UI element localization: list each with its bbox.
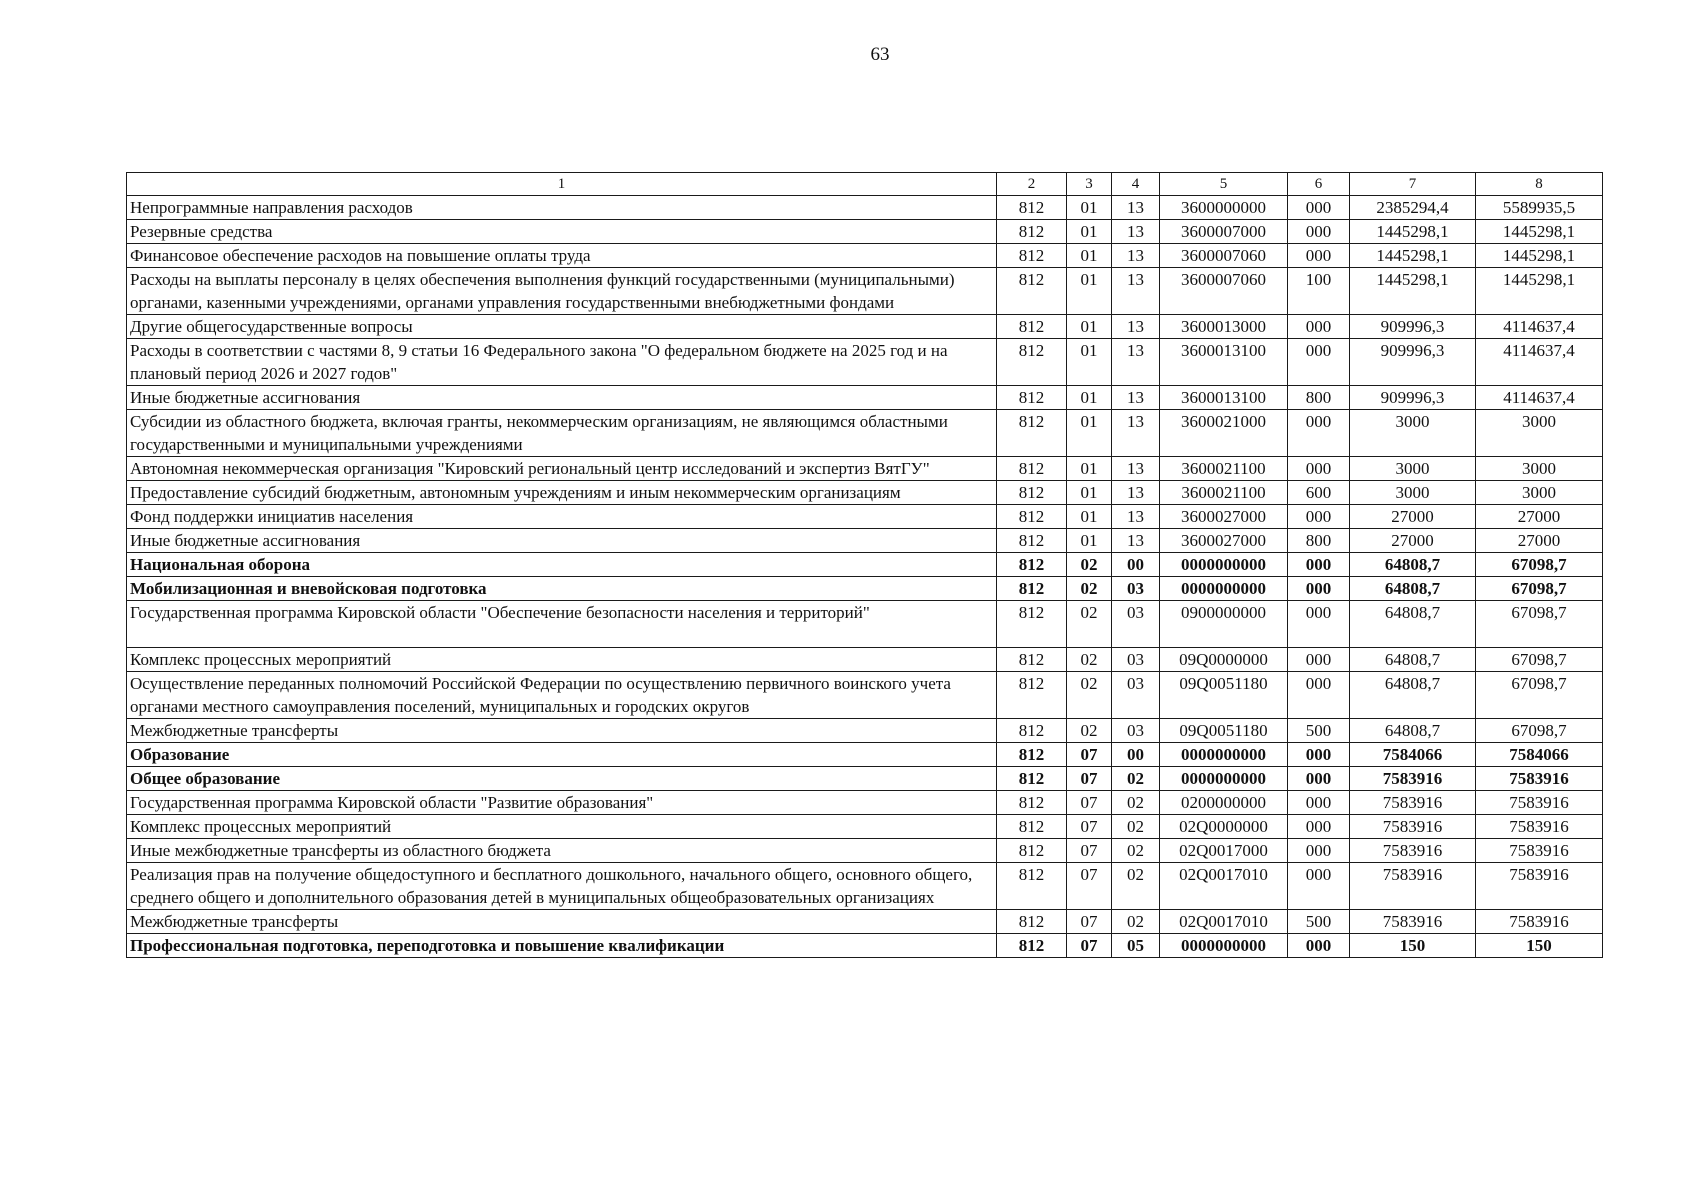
code-column-5: 02Q0000000	[1160, 815, 1288, 839]
code-column-4: 13	[1112, 481, 1160, 505]
header-cell: 5	[1160, 173, 1288, 196]
code-column-5: 0200000000	[1160, 791, 1288, 815]
amount-column-7: 3000	[1350, 410, 1476, 457]
code-column-3: 01	[1067, 481, 1112, 505]
code-column-2: 812	[997, 410, 1067, 457]
amount-column-8: 3000	[1476, 410, 1603, 457]
code-column-6: 000	[1288, 672, 1350, 719]
code-column-4: 13	[1112, 315, 1160, 339]
code-column-6: 000	[1288, 577, 1350, 601]
amount-column-8: 7583916	[1476, 791, 1603, 815]
table-row	[127, 601, 1603, 648]
amount-column-7: 909996,3	[1350, 386, 1476, 410]
code-column-6: 000	[1288, 505, 1350, 529]
row-name-cell: Субсидии из областного бюджета, включая гранты, некоммерческим организациям, не являющимся областными государственными и муниципальными учреждениями	[127, 410, 997, 457]
code-column-4: 13	[1112, 196, 1160, 220]
code-column-6: 600	[1288, 481, 1350, 505]
table-row	[127, 934, 1603, 958]
row-name-cell: Национальная оборона	[127, 553, 997, 577]
code-column-3: 01	[1067, 410, 1112, 457]
code-column-6: 800	[1288, 529, 1350, 553]
code-column-5: 3600007060	[1160, 268, 1288, 315]
amount-column-8: 7584066	[1476, 743, 1603, 767]
table-row	[127, 648, 1603, 672]
code-column-2: 812	[997, 934, 1067, 958]
code-column-5: 3600013100	[1160, 339, 1288, 386]
header-row	[127, 173, 1603, 196]
header-cell: 7	[1350, 173, 1476, 196]
code-column-2: 812	[997, 386, 1067, 410]
code-column-2: 812	[997, 863, 1067, 910]
table-row	[127, 481, 1603, 505]
code-column-3: 02	[1067, 577, 1112, 601]
amount-column-8: 1445298,1	[1476, 244, 1603, 268]
row-name-cell: Предоставление субсидий бюджетным, автономным учреждениям и иным некоммерческим организациям	[127, 481, 997, 505]
amount-column-8: 67098,7	[1476, 577, 1603, 601]
code-column-6: 000	[1288, 815, 1350, 839]
code-column-6: 000	[1288, 220, 1350, 244]
code-column-6: 000	[1288, 244, 1350, 268]
row-name-cell: Осуществление переданных полномочий Российской Федерации по осуществлению первичного воинского учета органами местного самоуправления поселений, муниципальных и городских округов	[127, 672, 997, 719]
code-column-4: 13	[1112, 268, 1160, 315]
amount-column-7: 909996,3	[1350, 339, 1476, 386]
amount-column-7: 2385294,4	[1350, 196, 1476, 220]
code-column-5: 3600027000	[1160, 529, 1288, 553]
code-column-5: 3600007000	[1160, 220, 1288, 244]
code-column-5: 0000000000	[1160, 934, 1288, 958]
amount-column-8: 1445298,1	[1476, 220, 1603, 244]
amount-column-8: 4114637,4	[1476, 386, 1603, 410]
amount-column-7: 64808,7	[1350, 553, 1476, 577]
table-row	[127, 815, 1603, 839]
table-row	[127, 767, 1603, 791]
code-column-2: 812	[997, 553, 1067, 577]
amount-column-7: 1445298,1	[1350, 244, 1476, 268]
code-column-4: 03	[1112, 648, 1160, 672]
code-column-4: 13	[1112, 529, 1160, 553]
code-column-5: 3600013100	[1160, 386, 1288, 410]
code-column-3: 02	[1067, 672, 1112, 719]
amount-column-7: 1445298,1	[1350, 268, 1476, 315]
amount-column-7: 27000	[1350, 529, 1476, 553]
code-column-2: 812	[997, 910, 1067, 934]
row-name-cell: Непрограммные направления расходов	[127, 196, 997, 220]
code-column-2: 812	[997, 339, 1067, 386]
code-column-3: 02	[1067, 601, 1112, 648]
row-name-cell: Иные бюджетные ассигнования	[127, 529, 997, 553]
code-column-3: 07	[1067, 910, 1112, 934]
code-column-6: 000	[1288, 339, 1350, 386]
code-column-3: 07	[1067, 743, 1112, 767]
amount-column-7: 64808,7	[1350, 601, 1476, 648]
row-name-cell: Автономная некоммерческая организация "Кировский региональный центр исследований и экспертиз ВятГУ"	[127, 457, 997, 481]
budget-table-container	[126, 172, 1602, 958]
row-name-cell: Расходы в соответствии с частями 8, 9 статьи 16 Федерального закона "О федеральном бюджете на 2025 год и на плановый период 2026 и 2027 годов"	[127, 339, 997, 386]
code-column-6: 000	[1288, 767, 1350, 791]
header-cell: 6	[1288, 173, 1350, 196]
amount-column-8: 27000	[1476, 529, 1603, 553]
code-column-3: 07	[1067, 767, 1112, 791]
row-name-cell: Профессиональная подготовка, переподготовка и повышение квалификации	[127, 934, 997, 958]
row-name-cell: Резервные средства	[127, 220, 997, 244]
table-body	[127, 196, 1603, 958]
code-column-5: 02Q0017010	[1160, 910, 1288, 934]
amount-column-8: 7583916	[1476, 863, 1603, 910]
amount-column-7: 909996,3	[1350, 315, 1476, 339]
amount-column-8: 7583916	[1476, 910, 1603, 934]
amount-column-8: 3000	[1476, 481, 1603, 505]
code-column-3: 07	[1067, 839, 1112, 863]
code-column-2: 812	[997, 268, 1067, 315]
amount-column-8: 4114637,4	[1476, 315, 1603, 339]
amount-column-7: 1445298,1	[1350, 220, 1476, 244]
header-cell: 3	[1067, 173, 1112, 196]
code-column-2: 812	[997, 815, 1067, 839]
code-column-5: 09Q0051180	[1160, 672, 1288, 719]
table-header	[127, 173, 1603, 196]
table-row	[127, 910, 1603, 934]
row-name-cell: Государственная программа Кировской области "Обеспечение безопасности населения и территорий"	[127, 601, 997, 648]
code-column-2: 812	[997, 743, 1067, 767]
row-name-cell: Комплекс процессных мероприятий	[127, 648, 997, 672]
table-row	[127, 386, 1603, 410]
code-column-3: 02	[1067, 648, 1112, 672]
page-number: 63	[870, 44, 890, 65]
row-name-cell: Иные бюджетные ассигнования	[127, 386, 997, 410]
code-column-2: 812	[997, 577, 1067, 601]
table-row	[127, 196, 1603, 220]
row-name-cell: Образование	[127, 743, 997, 767]
code-column-5: 0000000000	[1160, 743, 1288, 767]
row-name-cell: Межбюджетные трансферты	[127, 910, 997, 934]
amount-column-8: 67098,7	[1476, 648, 1603, 672]
table-row	[127, 577, 1603, 601]
amount-column-7: 7583916	[1350, 863, 1476, 910]
amount-column-8: 5589935,5	[1476, 196, 1603, 220]
code-column-6: 000	[1288, 791, 1350, 815]
amount-column-7: 27000	[1350, 505, 1476, 529]
table-row	[127, 268, 1603, 315]
code-column-3: 01	[1067, 220, 1112, 244]
code-column-2: 812	[997, 791, 1067, 815]
code-column-4: 00	[1112, 743, 1160, 767]
table-row	[127, 863, 1603, 910]
code-column-5: 02Q0017010	[1160, 863, 1288, 910]
table-row	[127, 791, 1603, 815]
code-column-6: 000	[1288, 410, 1350, 457]
row-name-cell: Мобилизационная и вневойсковая подготовка	[127, 577, 997, 601]
code-column-2: 812	[997, 244, 1067, 268]
code-column-3: 01	[1067, 268, 1112, 315]
code-column-5: 3600027000	[1160, 505, 1288, 529]
code-column-3: 07	[1067, 863, 1112, 910]
amount-column-7: 150	[1350, 934, 1476, 958]
code-column-5: 3600021100	[1160, 481, 1288, 505]
code-column-6: 000	[1288, 839, 1350, 863]
amount-column-7: 3000	[1350, 481, 1476, 505]
code-column-5: 09Q0000000	[1160, 648, 1288, 672]
code-column-2: 812	[997, 648, 1067, 672]
code-column-2: 812	[997, 839, 1067, 863]
code-column-6: 000	[1288, 601, 1350, 648]
code-column-6: 000	[1288, 863, 1350, 910]
code-column-6: 800	[1288, 386, 1350, 410]
code-column-6: 000	[1288, 457, 1350, 481]
amount-column-8: 7583916	[1476, 839, 1603, 863]
amount-column-7: 7584066	[1350, 743, 1476, 767]
amount-column-8: 3000	[1476, 457, 1603, 481]
code-column-3: 07	[1067, 815, 1112, 839]
amount-column-8: 67098,7	[1476, 553, 1603, 577]
table-row	[127, 244, 1603, 268]
code-column-3: 01	[1067, 196, 1112, 220]
code-column-3: 01	[1067, 505, 1112, 529]
code-column-5: 3600021000	[1160, 410, 1288, 457]
budget-table	[126, 172, 1603, 958]
amount-column-7: 7583916	[1350, 839, 1476, 863]
code-column-6: 000	[1288, 196, 1350, 220]
amount-column-8: 150	[1476, 934, 1603, 958]
amount-column-8: 7583916	[1476, 767, 1603, 791]
amount-column-8: 67098,7	[1476, 601, 1603, 648]
code-column-5: 02Q0017000	[1160, 839, 1288, 863]
code-column-4: 13	[1112, 220, 1160, 244]
table-row	[127, 839, 1603, 863]
code-column-6: 000	[1288, 743, 1350, 767]
code-column-4: 05	[1112, 934, 1160, 958]
code-column-5: 0000000000	[1160, 577, 1288, 601]
code-column-4: 03	[1112, 577, 1160, 601]
code-column-5: 0000000000	[1160, 767, 1288, 791]
code-column-2: 812	[997, 505, 1067, 529]
code-column-4: 02	[1112, 839, 1160, 863]
table-row	[127, 553, 1603, 577]
row-name-cell: Государственная программа Кировской области "Развитие образования"	[127, 791, 997, 815]
code-column-3: 07	[1067, 791, 1112, 815]
code-column-5: 0000000000	[1160, 553, 1288, 577]
code-column-3: 02	[1067, 719, 1112, 743]
row-name-cell: Фонд поддержки инициатив населения	[127, 505, 997, 529]
code-column-5: 3600021100	[1160, 457, 1288, 481]
amount-column-7: 64808,7	[1350, 719, 1476, 743]
code-column-2: 812	[997, 196, 1067, 220]
table-row	[127, 719, 1603, 743]
code-column-4: 02	[1112, 910, 1160, 934]
code-column-2: 812	[997, 719, 1067, 743]
code-column-6: 500	[1288, 719, 1350, 743]
table-row	[127, 339, 1603, 386]
row-name-cell: Финансовое обеспечение расходов на повышение оплаты труда	[127, 244, 997, 268]
code-column-2: 812	[997, 220, 1067, 244]
code-column-3: 01	[1067, 315, 1112, 339]
code-column-5: 09Q0051180	[1160, 719, 1288, 743]
code-column-3: 01	[1067, 244, 1112, 268]
row-name-cell: Другие общегосударственные вопросы	[127, 315, 997, 339]
table-row	[127, 457, 1603, 481]
code-column-3: 01	[1067, 529, 1112, 553]
code-column-3: 01	[1067, 386, 1112, 410]
code-column-2: 812	[997, 767, 1067, 791]
code-column-4: 13	[1112, 339, 1160, 386]
code-column-6: 500	[1288, 910, 1350, 934]
code-column-3: 01	[1067, 457, 1112, 481]
table-row	[127, 505, 1603, 529]
code-column-4: 03	[1112, 672, 1160, 719]
row-name-cell: Реализация прав на получение общедоступного и бесплатного дошкольного, начального общего, основного общего, среднего общего и дополнительного образования детей в муниципальных общеобразовательных организациях	[127, 863, 997, 910]
amount-column-7: 64808,7	[1350, 577, 1476, 601]
code-column-3: 07	[1067, 934, 1112, 958]
amount-column-7: 64808,7	[1350, 672, 1476, 719]
header-cell: 2	[997, 173, 1067, 196]
code-column-2: 812	[997, 315, 1067, 339]
code-column-3: 02	[1067, 553, 1112, 577]
header-cell: 8	[1476, 173, 1603, 196]
amount-column-7: 7583916	[1350, 815, 1476, 839]
code-column-2: 812	[997, 529, 1067, 553]
code-column-2: 812	[997, 481, 1067, 505]
row-name-cell: Расходы на выплаты персоналу в целях обеспечения выполнения функций государственными (муниципальными) органами, казенными учреждениями, органами управления государственными внебюджетными фондами	[127, 268, 997, 315]
code-column-4: 02	[1112, 815, 1160, 839]
code-column-4: 02	[1112, 863, 1160, 910]
row-name-cell: Иные межбюджетные трансферты из областного бюджета	[127, 839, 997, 863]
code-column-4: 02	[1112, 767, 1160, 791]
amount-column-8: 27000	[1476, 505, 1603, 529]
code-column-5: 3600000000	[1160, 196, 1288, 220]
amount-column-7: 64808,7	[1350, 648, 1476, 672]
code-column-4: 13	[1112, 244, 1160, 268]
code-column-4: 00	[1112, 553, 1160, 577]
code-column-6: 000	[1288, 553, 1350, 577]
row-name-cell: Комплекс процессных мероприятий	[127, 815, 997, 839]
code-column-4: 13	[1112, 457, 1160, 481]
amount-column-8: 1445298,1	[1476, 268, 1603, 315]
amount-column-7: 7583916	[1350, 910, 1476, 934]
code-column-2: 812	[997, 601, 1067, 648]
header-cell: 4	[1112, 173, 1160, 196]
table-row	[127, 315, 1603, 339]
code-column-2: 812	[997, 457, 1067, 481]
code-column-4: 03	[1112, 719, 1160, 743]
code-column-5: 3600007060	[1160, 244, 1288, 268]
amount-column-7: 7583916	[1350, 791, 1476, 815]
code-column-3: 01	[1067, 339, 1112, 386]
table-row	[127, 410, 1603, 457]
code-column-6: 000	[1288, 315, 1350, 339]
amount-column-7: 3000	[1350, 457, 1476, 481]
code-column-6: 000	[1288, 648, 1350, 672]
code-column-4: 13	[1112, 410, 1160, 457]
row-name-cell: Общее образование	[127, 767, 997, 791]
code-column-6: 100	[1288, 268, 1350, 315]
amount-column-8: 7583916	[1476, 815, 1603, 839]
amount-column-8: 4114637,4	[1476, 339, 1603, 386]
code-column-2: 812	[997, 672, 1067, 719]
amount-column-8: 67098,7	[1476, 719, 1603, 743]
code-column-6: 000	[1288, 934, 1350, 958]
row-name-cell: Межбюджетные трансферты	[127, 719, 997, 743]
table-row	[127, 743, 1603, 767]
table-row	[127, 672, 1603, 719]
code-column-4: 03	[1112, 601, 1160, 648]
amount-column-8: 67098,7	[1476, 672, 1603, 719]
code-column-4: 02	[1112, 791, 1160, 815]
table-row	[127, 529, 1603, 553]
code-column-4: 13	[1112, 386, 1160, 410]
header-cell: 1	[127, 173, 997, 196]
code-column-4: 13	[1112, 505, 1160, 529]
code-column-5: 0900000000	[1160, 601, 1288, 648]
code-column-5: 3600013000	[1160, 315, 1288, 339]
amount-column-7: 7583916	[1350, 767, 1476, 791]
table-row	[127, 220, 1603, 244]
